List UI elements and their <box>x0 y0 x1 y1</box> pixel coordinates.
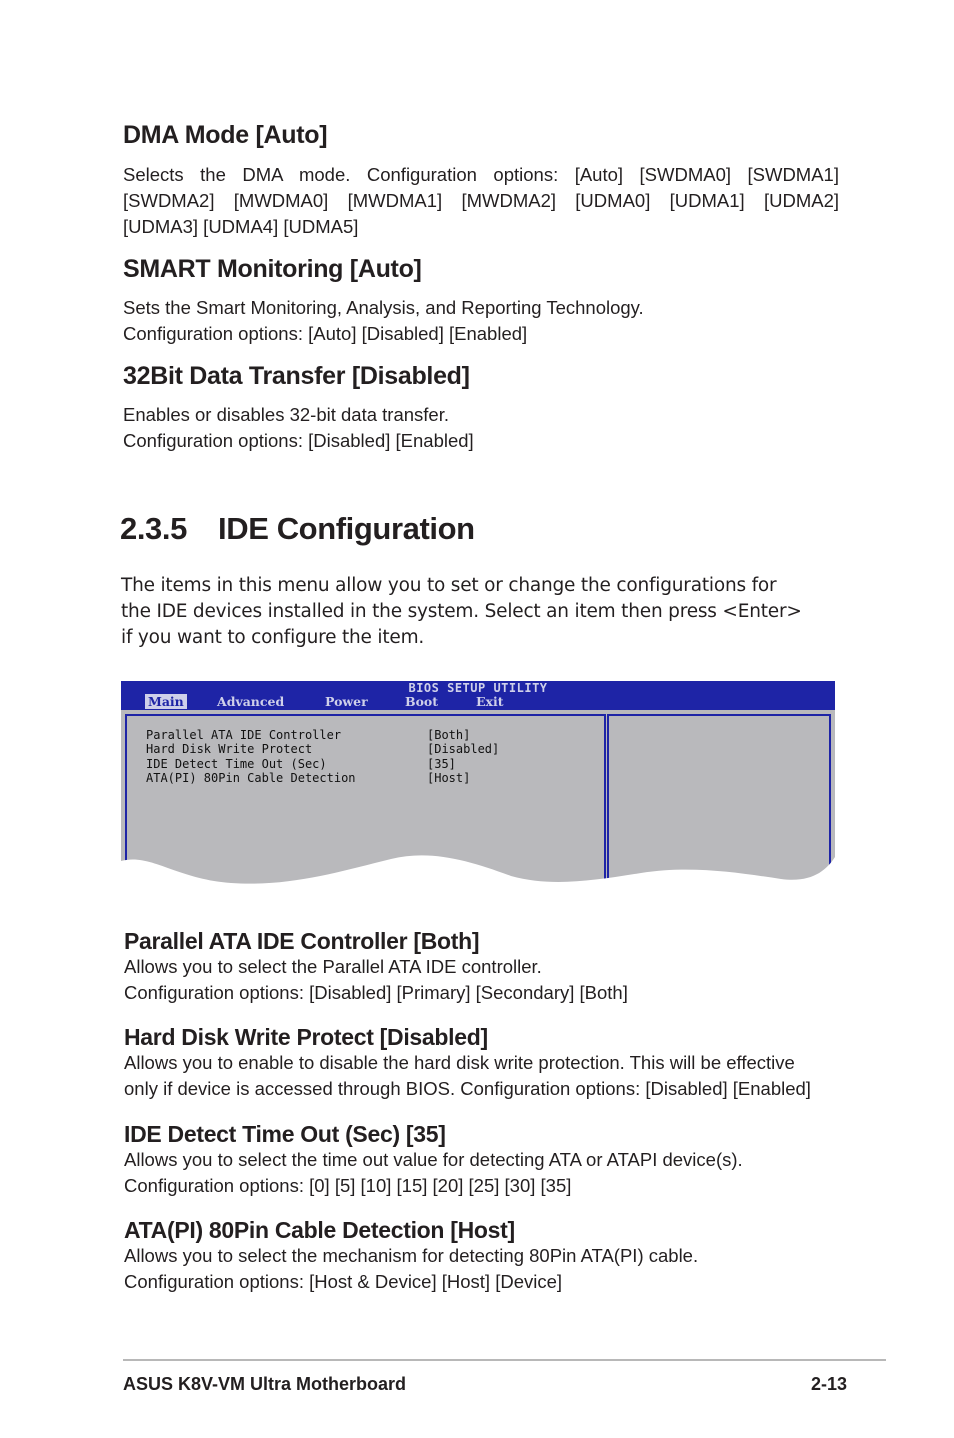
text-line: Configuration options: [Host & Device] [Host] [Device] <box>124 1271 563 1292</box>
bios-row-value[interactable]: [Both] <box>427 728 471 742</box>
text-line: [UDMA3] [UDMA4] [UDMA5] <box>123 216 359 237</box>
text-line: Allows you to select the time out value for detecting ATA or ATAPI device(s). <box>124 1149 743 1170</box>
text-line: Allows you to select the mechanism for detecting 80Pin ATA(PI) cable. <box>124 1245 699 1266</box>
bios-menu-boot[interactable]: Boot <box>405 694 439 709</box>
dma-mode-description <box>123 162 839 240</box>
text-line: Configuration options: [Auto] [Disabled] [Enabled] <box>123 323 528 344</box>
smart-monitoring-description <box>123 295 644 347</box>
text-line: The items in this menu allow you to set or change the configurations for <box>121 575 777 596</box>
heading-parallel-ata-ide-controller: Parallel ATA IDE Controller [Both] <box>124 928 480 954</box>
text-line: Sets the Smart Monitoring, Analysis, and Reporting Technology. <box>123 297 644 318</box>
text-line: the IDE devices installed in the system. Select an item then press <Enter> <box>121 601 802 622</box>
bios-title: BIOS SETUP UTILITY <box>408 681 548 695</box>
section-number: 2.3.5 <box>120 511 187 546</box>
ide-detect-time-out-description <box>124 1147 743 1199</box>
section-title <box>120 511 475 547</box>
bios-menu-advanced[interactable]: Advanced <box>217 694 285 709</box>
text-line: Configuration options: [Disabled] [Primary] [Secondary] [Both] <box>124 982 628 1003</box>
bios-screenshot <box>121 681 835 885</box>
bios-row-label[interactable]: Parallel ATA IDE Controller <box>146 728 342 742</box>
text-line: if you want to configure the item. <box>121 627 425 648</box>
torn-edge <box>121 831 835 885</box>
heading-hard-disk-write-protect: Hard Disk Write Protect [Disabled] <box>124 1024 488 1050</box>
text-line: only if device is accessed through BIOS. Configuration options: [Disabled] [Enabled] <box>124 1078 811 1099</box>
bios-row-value[interactable]: [35] <box>427 757 456 771</box>
32bit-data-transfer-description <box>123 402 474 454</box>
heading-ide-detect-time-out: IDE Detect Time Out (Sec) [35] <box>124 1121 446 1147</box>
footer-product-name: ASUS K8V-VM Ultra Motherboard <box>123 1374 407 1394</box>
text-line: Enables or disables 32-bit data transfer. <box>123 404 449 425</box>
bios-row-label[interactable]: ATA(PI) 80Pin Cable Detection <box>146 771 356 785</box>
section-title-text: IDE Configuration <box>218 511 475 546</box>
bios-menu-main[interactable]: Main <box>145 694 187 709</box>
ata-pi-cable-detection-description <box>124 1243 698 1295</box>
bios-row-value[interactable]: [Host] <box>427 771 471 785</box>
bios-menu-power[interactable]: Power <box>325 694 368 709</box>
heading-dma-mode: DMA Mode [Auto] <box>123 121 328 149</box>
heading-smart-monitoring: SMART Monitoring [Auto] <box>123 255 422 283</box>
footer-rule <box>123 1359 886 1361</box>
section-intro <box>121 573 802 651</box>
text-line: Configuration options: [0] [5] [10] [15] [20] [25] [30] [35] <box>124 1175 572 1196</box>
text-line: [SWDMA2] [MWDMA0] [MWDMA1] [MWDMA2] [UDMA0] [UDMA1] [UDMA2] <box>123 190 839 211</box>
hard-disk-write-protect-description <box>124 1050 811 1102</box>
text-line: Allows you to select the Parallel ATA IDE controller. <box>124 956 542 977</box>
text-line: Selects the DMA mode. Configuration options: [Auto] [SWDMA0] [SWDMA1] <box>123 164 839 185</box>
text-line: Configuration options: [Disabled] [Enabled] <box>123 430 474 451</box>
bios-row-value[interactable]: [Disabled] <box>427 742 500 756</box>
footer-page-number: 2-13 <box>811 1374 848 1394</box>
heading-32bit-data-transfer: 32Bit Data Transfer [Disabled] <box>123 362 470 390</box>
heading-ata-pi-cable-detection: ATA(PI) 80Pin Cable Detection [Host] <box>124 1217 515 1243</box>
bios-row-label[interactable]: IDE Detect Time Out (Sec) <box>146 757 327 771</box>
bios-menu-exit[interactable]: Exit <box>476 694 504 709</box>
text-line: Allows you to enable to disable the hard disk write protection. This will be effective <box>124 1052 795 1073</box>
parallel-ata-description <box>124 954 628 1006</box>
bios-row-label[interactable]: Hard Disk Write Protect <box>146 742 313 756</box>
